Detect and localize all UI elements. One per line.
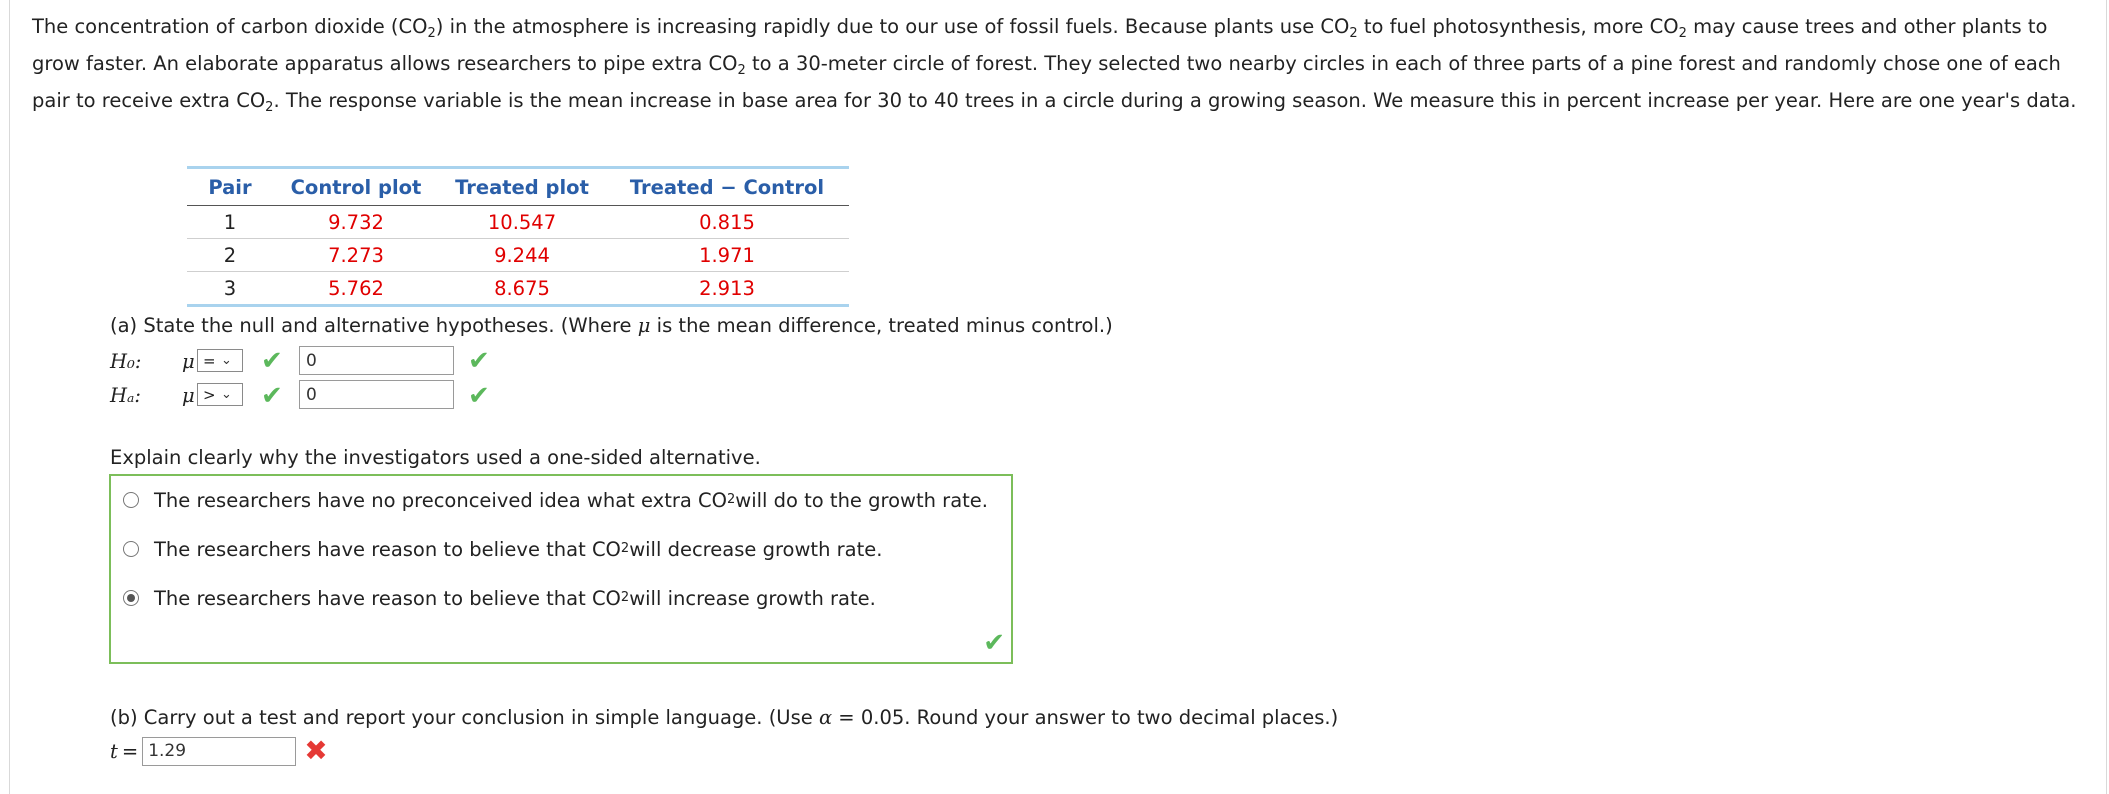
table-row [187,239,849,272]
cell-treated: 10.547 [439,206,605,239]
cell-difference: 0.815 [605,206,849,239]
check-icon: ✔ [468,381,490,411]
radio-button-selected[interactable] [123,590,139,606]
mu-symbol: μ [637,314,651,337]
intro-text-2: ) in the atmosphere is increasing rapidly due to our use of fossil fuels. Because plants use CO [435,15,1350,38]
ha-operator-select[interactable]: > ⌄ [197,383,243,406]
intro-text-4: may cause trees and other plants to grow faster. An elaborate apparatus allows researchers to pipe extra CO [32,15,2048,75]
header-control: Control plot [273,168,439,206]
problem-page [9,0,2107,794]
h0-operator-select[interactable]: = ⌄ [197,349,243,372]
check-icon: ✔ [983,628,1005,658]
intro-text-5: to a 30-meter circle of forest. They selected two nearby circles in each of three parts of a pine forest and randomly chose one of each pair to receive extra CO [32,52,2061,112]
radio-button[interactable] [123,541,139,557]
choice-option-1[interactable]: The researchers have no preconceived idea what extra CO 2 will do to the growth rate. [123,485,988,515]
alpha-symbol: α [818,706,833,729]
table-row [187,272,849,306]
choice-group [109,474,1013,664]
check-icon: ✔ [261,346,283,376]
cell-pair: 3 [223,276,237,300]
t-value-input[interactable]: 1.29 [142,737,296,766]
ha-label: Hₐ: [110,383,141,407]
t-statistic-row [110,736,328,766]
part-b-prompt: (b) Carry out a test and report your conclusion in simple language. (Use α = 0.05. Round your answer to two decimal places.) [110,706,1339,729]
equals-sign: = [121,739,139,763]
table-header-row [187,168,849,206]
cell-difference: 2.913 [699,276,755,300]
intro-text-1: The concentration of carbon dioxide (CO [32,15,428,38]
header-treated: Treated plot [439,168,605,206]
cell-pair: 1 [187,206,273,239]
alt-hypothesis-row [110,380,195,410]
ha-value-input[interactable]: 0 [299,380,454,409]
cell-control: 7.273 [273,239,439,272]
cell-difference: 1.971 [605,239,849,272]
explain-prompt: Explain clearly why the investigators used a one-sided alternative. [110,446,761,469]
part-a-prompt: (a) State the null and alternative hypotheses. (Where μ is the mean difference, treated minus control.) [110,314,1113,337]
chevron-down-icon: ⌄ [221,353,232,368]
x-mark-icon: ✖ [304,734,328,767]
check-icon: ✔ [261,381,283,411]
cell-treated: 9.244 [439,239,605,272]
choice-option-3[interactable]: The researchers have reason to believe that CO 2 will increase growth rate. [123,583,876,613]
table-row [187,206,849,239]
cell-treated: 8.675 [494,276,550,300]
choice-option-2[interactable]: The researchers have reason to believe that CO 2 will decrease growth rate. [123,534,882,564]
header-difference: Treated − Control [605,168,849,206]
h0-value-input[interactable]: 0 [299,346,454,375]
intro-text-3: to fuel photosynthesis, more CO [1357,15,1679,38]
data-table [187,166,849,307]
intro-text-6: . The response variable is the mean increase in base area for 30 to 40 trees in a circle during a growing season. We measure this in percent increase per year. Here are one year's data. [273,89,2077,112]
check-icon: ✔ [468,346,490,376]
cell-control: 9.732 [273,206,439,239]
h0-mu: μ [182,349,195,373]
problem-intro: The concentration of carbon dioxide $(CO_2)$ in the atmosphere is increasing rapidly due to our use of fossil fuels. Because plants use $CO_2$ to fuel photosynthesis, more $CO_2$ may cause trees and other plants to grow faster. An elaborate apparatus allows researchers to pipe extra $CO_2$ to a 30-meter circle of forest. They selected two nearby circles in each of three parts of a pine forest and randomly chose one of each pair to receive extra $CO_2$. The response variable is the mean increase in base area for 30 to 40 trees in a circle during a growing season. We measure this in percent increase per year. Here are one year's data. [32,15,2077,115]
cell-pair: 2 [187,239,273,272]
radio-button[interactable] [123,492,139,508]
cell-control: 5.762 [328,276,384,300]
header-pair: Pair [187,168,273,206]
h0-label: H₀: [110,349,142,373]
t-label: t [110,739,118,763]
ha-mu: μ [182,383,195,407]
null-hypothesis-row [110,346,195,376]
chevron-down-icon: ⌄ [221,387,232,402]
